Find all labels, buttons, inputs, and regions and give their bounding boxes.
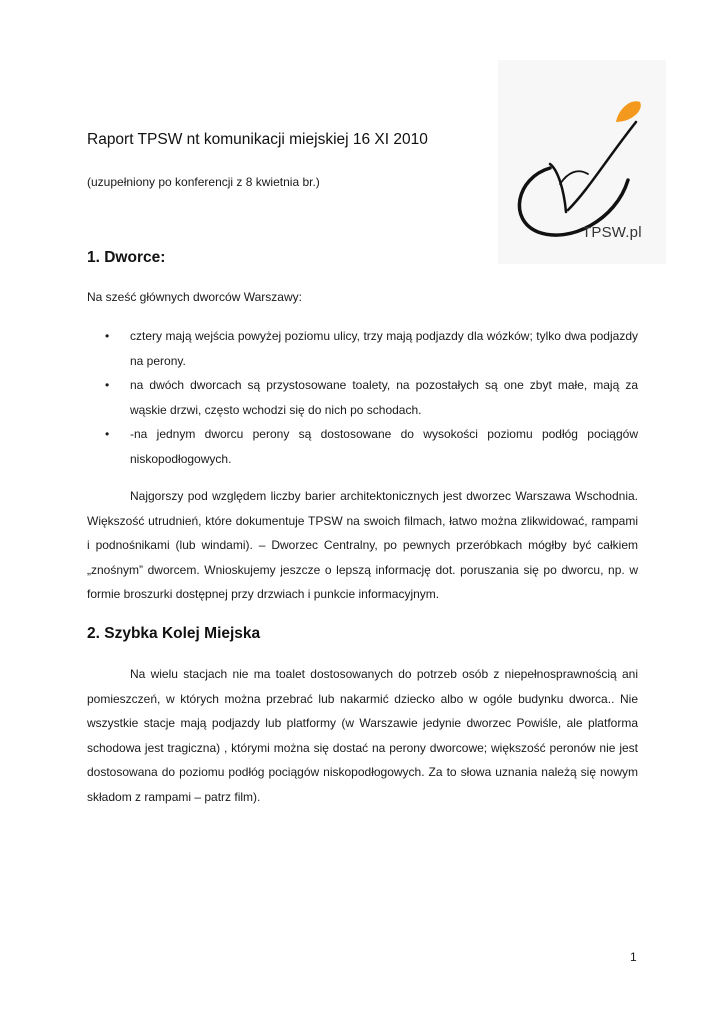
section-2-heading: 2. Szybka Kolej Miejska — [87, 625, 261, 642]
section-1-heading: 1. Dworce: — [87, 249, 166, 266]
section-1-paragraph: Najgorszy pod względem liczby barier architektonicznych jest dworzec Warszawa Wschodnia. Większość utrudnień, które dokumentuje TPSW na swoich filmach, łatwo można zlikwidować, rampami i podnośnikami (lub windami). – Dworzec Centralny, po pewnych przeróbkach mógłby być całkiem „znośnym” dworcem. Wnioskujemy jeszcze o lepszą informację dot. poruszania się po dworcu, np. w formie broszurki dostępnej przy drzwiach i punkcie informacyjnym. — [87, 489, 638, 602]
logo-text: TPSW.pl — [582, 224, 642, 241]
logo-swoosh-small — [560, 171, 588, 184]
logo-swoosh-tail — [550, 164, 566, 212]
logo-swoosh-inner — [568, 122, 636, 210]
section-2-paragraph: Na wielu stacjach nie ma toalet dostosowanych do potrzeb osób z niepełnosprawnością ani pomieszczeń, w których można przebrać lub nakarmić dziecko albo w ogóle budynku dworca.. Nie wszystkie stacje mają podjazdy lub platformy (w Warszawie jedynie dworzec Powiśle, ale platforma schodowa jest tragiczna) , którymi można się dostać na perony dworcowe; większość peronów nie jest dostosowana do poziomu podłóg pociągów niskopodłogowych. Za to słowa uznania należą się nowym składom z rampami – patrz film). — [87, 667, 638, 804]
bullet-text: -na jednym dworcu perony są dostosowane do wysokości poziomu podłóg pociągów niskopodłogowych. — [130, 427, 638, 466]
tpsw-logo — [498, 60, 666, 264]
bullet-text: cztery mają wejścia powyżej poziomu ulicy, trzy mają podjazdy dla wózków; tylko dwa podjazdy na perony. — [130, 329, 638, 368]
bullet-symbol: • — [105, 427, 110, 441]
document-title: Raport TPSW nt komunikacji miejskiej 16 XI 2010 — [87, 131, 428, 148]
bullet-symbol: • — [105, 378, 110, 392]
document-subtitle: (uzupełniony po konferencji z 8 kwietnia br.) — [87, 175, 320, 189]
bullet-item — [105, 373, 638, 422]
bullet-text: na dwóch dworcach są przystosowane toalety, na pozostałych są one zbyt małe, mają za wąskie drzwi, często wchodzi się do nich po schodach. — [130, 378, 638, 417]
page-number: 1 — [630, 950, 637, 964]
section-1-intro: Na sześć głównych dworców Warszawy: — [87, 290, 302, 304]
bullet-symbol: • — [105, 329, 110, 343]
logo-orange-leaf — [616, 101, 641, 122]
bullet-item — [105, 324, 638, 373]
bullet-item — [105, 422, 638, 471]
section-1-bullet-list — [105, 324, 638, 471]
